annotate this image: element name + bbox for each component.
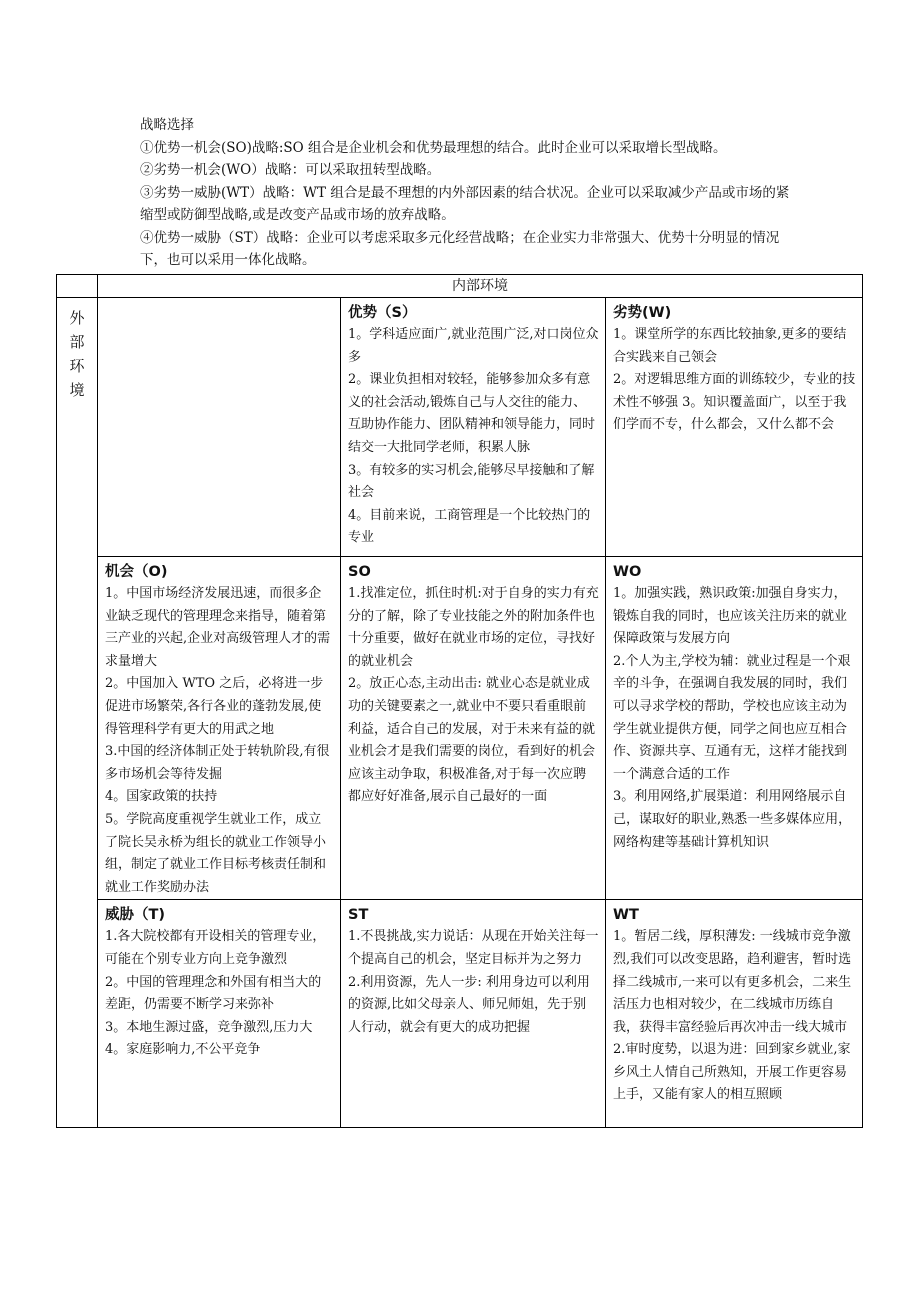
wo-title: WO [613, 564, 642, 580]
threats-cell [98, 900, 341, 1128]
opportunities-title: 机会（O) [105, 564, 168, 580]
wo-item: 1。加强实践，熟识政策:加强自身实力，锻炼自我的同时，也应该关注历来的就业保障政策与发展方向 [613, 586, 848, 647]
so-item: 2。放正心态,主动出击: 就业心态是就业成功的关键要素之一,就业中不要只看重眼前利益，适合自己的发展，对于未来有益的就业机会才是我们需要的岗位，看到好的机会应该主动争取，积极准备,对于每一次应聘都应好好准备,展示自己最好的一面 [348, 676, 596, 805]
intro-section [140, 114, 790, 272]
threats-item: 4。家庭影响力,不公平竞争 [105, 1042, 261, 1058]
strengths-cell [341, 298, 606, 557]
strengths-title: 优势（S） [348, 305, 417, 321]
st-item: 1.不畏挑战,实力说话：从现在开始关注每一个提高自己的机会，坚定目标并为之努力 [348, 929, 599, 967]
so-title: SO [348, 564, 371, 580]
wt-title: WT [613, 907, 639, 924]
empty-cell [98, 298, 341, 557]
intro-line-wo: ②劣势一机会(WO）战略：可以采取扭转型战略。 [140, 162, 441, 178]
header-row [57, 275, 863, 298]
opportunities-item: 5。学院高度重视学生就业工作，成立了院长吴永桥为组长的就业工作领导小组，制定了就业工作目标考核责任制和就业工作奖励办法 [105, 811, 327, 895]
opportunities-item: 4。国家政策的扶持 [105, 789, 218, 805]
weaknesses-item: 2。对逻辑思维方面的训练较少，专业的技术性不够强 3。知识覆盖面广，以至于我们学而不专，什么都会，又什么都不会 [613, 372, 856, 433]
weaknesses-cell [606, 298, 863, 557]
external-label-char: 境 [69, 381, 85, 399]
strengths-item: 1。学科适应面广,就业范围广泛,对口岗位众多 [348, 327, 599, 365]
st-title: ST [348, 907, 369, 924]
external-label-char: 环 [69, 357, 85, 375]
strengths-item: 2。课业负担相对较轻，能够参加众多有意义的社会活动,锻炼自己与人交往的能力、互助协作能力、团队精神和领导能力，同时结交一大批同学老师，积累人脉 [348, 372, 596, 455]
so-strategy-cell [341, 557, 606, 900]
external-environment-label [57, 298, 98, 1128]
opportunities-cell [98, 557, 341, 900]
opportunities-row [57, 557, 863, 900]
threats-item: 3。本地生源过盛，竞争激烈,压力大 [105, 1019, 313, 1035]
st-strategy-cell [341, 900, 606, 1128]
opportunities-item: 1。中国市场经济发展迅速，而很多企业缺乏现代的管理理念来指导，随着第三产业的兴起,企业对高级管理人才的需求量增大 [105, 586, 331, 669]
intro-title: 战略选择 [140, 117, 194, 133]
st-item: 2.利用资源，先人一步: 利用身边可以利用的资源,比如父母亲人、师兄师姐，先于别人行动，就会有更大的成功把握 [348, 974, 590, 1035]
strengths-item: 3。有较多的实习机会,能够尽早接触和了解社会 [348, 462, 595, 501]
internal-environment-header: 内部环境 [98, 275, 863, 298]
wo-strategy-cell [606, 557, 863, 900]
opportunities-item: 3.中国的经济体制正处于转轨阶段,有很多市场机会等待发掘 [105, 744, 330, 782]
opportunities-item: 2。中国加入 WTO 之后，必将进一步促进市场繁荣,各行各业的蓬勃发展,使得管理科学有更大的用武之地 [105, 676, 324, 737]
wt-item: 2.审时度势，以退为进：回到家乡就业,家乡风土人情自己所熟知，开展工作更容易上手，又能有家人的相互照顾 [613, 1042, 851, 1103]
external-label-char: 外 [69, 309, 85, 327]
weaknesses-title: 劣势(W) [613, 305, 672, 321]
weaknesses-item: 1。课堂所学的东西比较抽象,更多的要结合实践来自己领会 [613, 327, 847, 365]
wo-item: 3。利用网络,扩展渠道：利用网络展示自己，谋取好的职业,熟悉一些多媒体应用，网络构建等基础计算机知识 [613, 789, 852, 850]
intro-line-wt: ③劣势一威胁(WT）战略：WT 组合是最不理想的内外部因素的结合状况。企业可以采取减少产品或市场的紧缩型或防御型战略,或是改变产品或市场的放弃战略。 [140, 184, 790, 223]
threats-item: 2。中国的管理理念和外国有相当大的差距，仍需要不断学习来弥补 [105, 974, 322, 1013]
threats-item: 1.各大院校都有开设相关的管理专业，可能在个别专业方向上竞争激烈 [105, 929, 326, 967]
wt-strategy-cell [606, 900, 863, 1128]
strengths-item: 4。目前来说，工商管理是一个比较热门的专业 [348, 507, 591, 546]
swot-table [56, 274, 863, 1128]
wo-item: 2.个人为主,学校为辅：就业过程是一个艰辛的斗争，在强调自我发展的同时，我们可以寻求学校的帮助，学校也应该主动为学生就业提供方便，同学之间也应互相合作、资源共享、互通有无，这样才能找到一个满意合适的工作 [613, 653, 851, 782]
intro-line-so: ①优势一机会(SO)战略:SO 组合是企业机会和优势最理想的结合。此时企业可以采取增长型战略。 [140, 139, 727, 156]
wt-item: 1。暂居二线，厚积薄发: 一线城市竞争激烈,我们可以改变思路，趋利避害，暂时选择二线城市,一来可以有更多机会，二来生活压力也相对较少，在二线城市历练自我，获得丰富经验后再次冲击一线大城市 [613, 929, 852, 1035]
strengths-weaknesses-row [57, 298, 863, 557]
threats-title: 威胁（T) [105, 907, 166, 924]
external-label-char: 部 [69, 333, 85, 351]
intro-line-st: ④优势一威胁（ST）战略：企业可以考虑采取多元化经营战略；在企业实力非常强大、优势十分明显的情况下，也可以采用一体化战略。 [140, 229, 780, 268]
so-item: 1.找准定位，抓住时机:对于自身的实力有充分的了解，除了专业技能之外的附加条件也十分重要，做好在就业市场的定位，寻找好的就业机会 [348, 586, 599, 669]
corner-cell [57, 275, 98, 298]
threats-row [57, 900, 863, 1128]
